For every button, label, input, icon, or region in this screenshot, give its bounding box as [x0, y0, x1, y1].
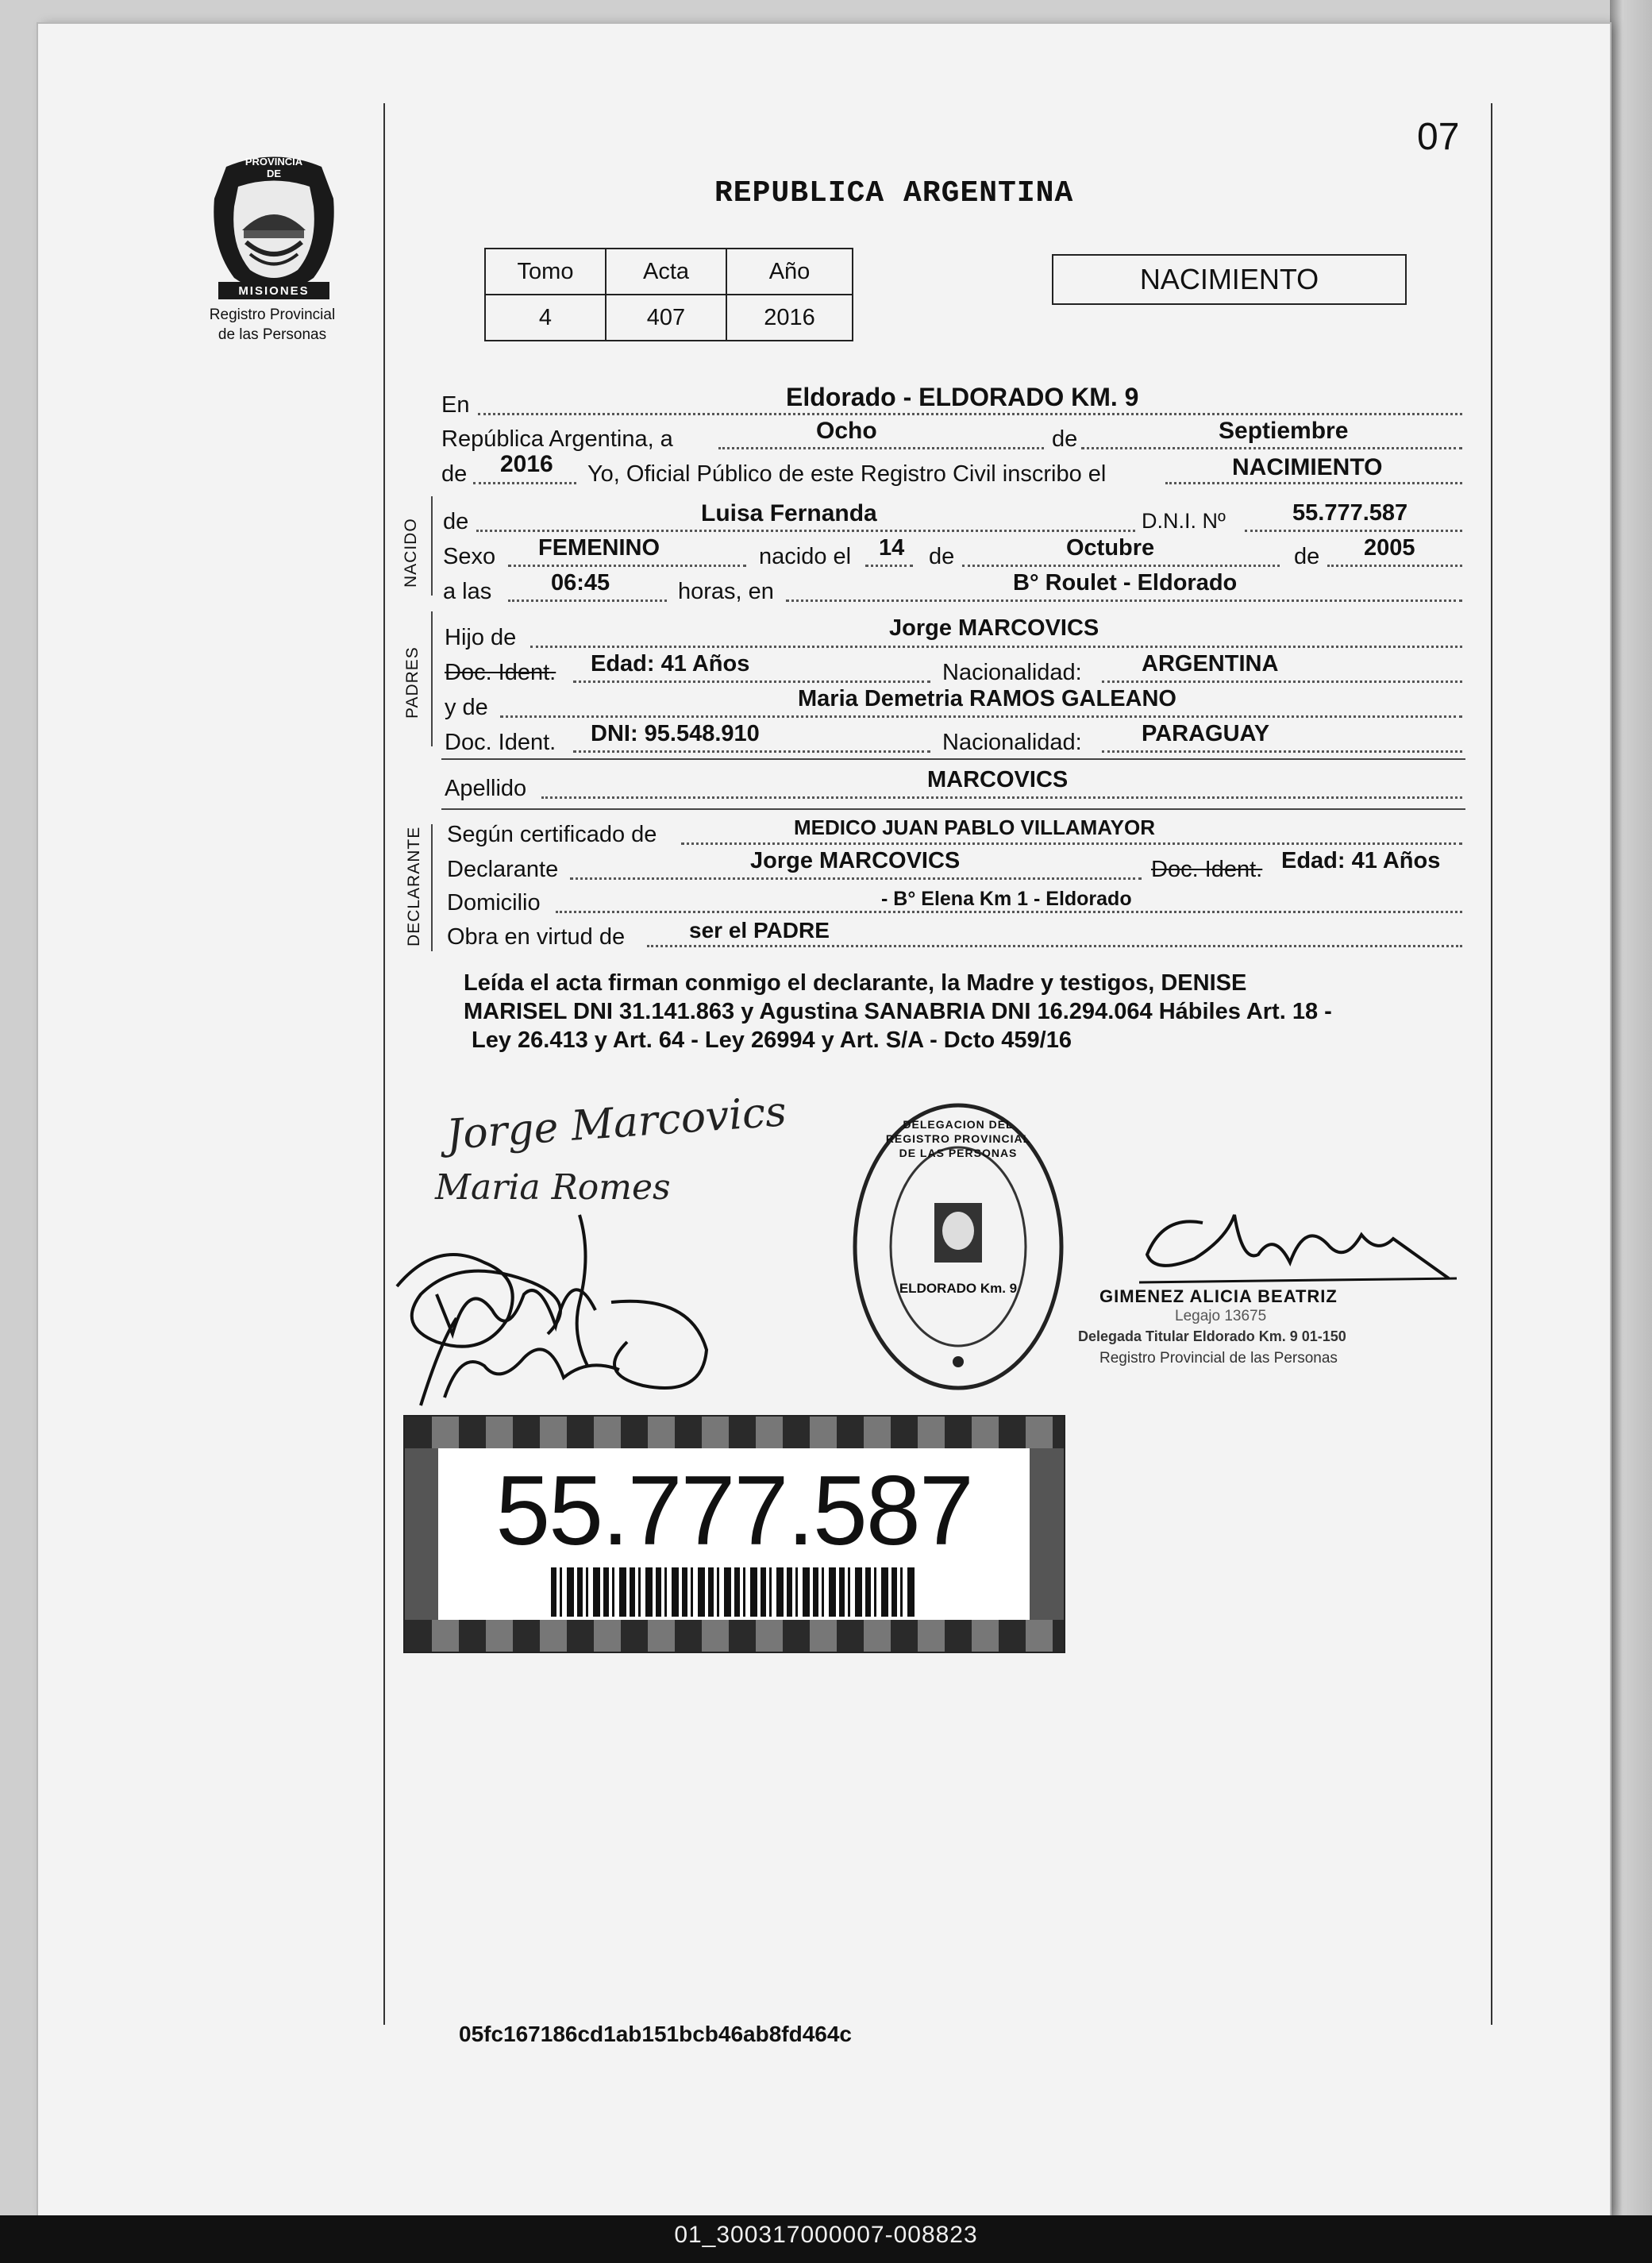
dotted-line [786, 599, 1462, 602]
tomo-acta-anio-table [484, 248, 853, 341]
logo-caption-line1: Registro Provincial [209, 306, 336, 323]
leida-line3: Ley 26.413 y Art. 64 - Ley 26994 y Art. S/A - Dcto 459/16 [472, 1027, 1072, 1053]
dotted-line [530, 646, 1462, 648]
dotted-line [865, 565, 913, 567]
acta-value: 407 [606, 295, 726, 341]
acta-header: Acta [606, 249, 726, 295]
declarante-value: Jorge MARCOVICS [750, 848, 961, 873]
dotted-line [570, 877, 1142, 880]
padre-doc-value: Edad: 41 Años [591, 651, 750, 677]
padre-value: Jorge MARCOVICS [889, 615, 1099, 641]
doc-ident-label: Doc. Ident. [1151, 857, 1263, 882]
logo-caption [193, 305, 352, 345]
section-bar [431, 496, 433, 596]
y-de-label: y de [445, 695, 488, 720]
de-label: de [1052, 426, 1078, 452]
tomo-header: Tomo [485, 249, 606, 295]
official-seal [851, 1100, 1065, 1394]
en-label: En [441, 392, 470, 418]
hijo-de-label: Hijo de [445, 625, 517, 650]
leida-line1: Leída el acta firman conmigo el declarante, la Madre y testigos, DENISE [464, 970, 1247, 996]
dotted-line [556, 911, 1462, 913]
dni-label: D.N.I. Nº [1142, 509, 1226, 533]
sexo-label: Sexo [443, 544, 496, 569]
document-hash: 05fc167186cd1ab151bcb46ab8fd464c [459, 2022, 853, 2046]
dotted-line [541, 796, 1462, 799]
anio-nac-value: 2005 [1364, 535, 1415, 561]
document-page [38, 24, 1610, 2215]
scribble-signature-icon [389, 1207, 722, 1413]
certificado-label: Según certificado de [447, 822, 657, 847]
right-margin-line [1491, 103, 1492, 2025]
nacido-section-label: NACIDO [402, 518, 420, 588]
sticker-label [438, 1448, 1030, 1620]
separator-line [441, 808, 1465, 810]
declarante-label: Declarante [447, 857, 559, 882]
doc-ident-label: Doc. Ident. [445, 660, 556, 685]
apellido-value: MARCOVICS [927, 767, 1069, 792]
page-number: 07 [1417, 116, 1460, 158]
logo-top-text: PROVINCIA DE [245, 156, 303, 179]
official-registry: Registro Provincial de las Personas [1099, 1350, 1338, 1367]
domicilio-label: Domicilio [447, 890, 541, 916]
dia-value: Ocho [816, 418, 877, 444]
witness-signatures [389, 1207, 722, 1417]
padres-section-label: PADRES [403, 646, 422, 719]
anio-value: 2016 [726, 295, 853, 341]
sticker-pattern [405, 1620, 1064, 1652]
tomo-value: 4 [485, 295, 606, 341]
yo-oficial-text: Yo, Oficial Público de este Registro Civil inscribo el [587, 461, 1107, 487]
padre-nac-value: ARGENTINA [1142, 651, 1279, 677]
sexo-value: FEMENINO [538, 535, 660, 561]
nacionalidad-label: Nacionalidad: [942, 730, 1082, 755]
country-title: REPUBLICA ARGENTINA [714, 176, 1074, 210]
sticker-pattern [405, 1417, 1064, 1448]
anio-header: Año [726, 249, 853, 295]
madre-nac-value: PARAGUAY [1142, 721, 1270, 746]
madre-doc-value: DNI: 95.548.910 [591, 721, 760, 746]
logo-bottom-text: MISIONES [238, 284, 310, 298]
sticker-number: 55.777.587 [495, 1456, 972, 1566]
dotted-line [473, 482, 576, 484]
obra-value: ser el PADRE [689, 918, 830, 943]
de-label: de [1294, 544, 1320, 569]
anio-acta-value: 2016 [500, 451, 553, 477]
dotted-line [718, 447, 1044, 449]
official-signature [1107, 1199, 1457, 1298]
dotted-line [1102, 680, 1462, 683]
dotted-line [1102, 750, 1462, 753]
dotted-line [478, 413, 1462, 415]
dotted-line [1165, 482, 1462, 484]
dia-nac-value: 14 [879, 535, 905, 561]
a-las-label: a las [443, 579, 492, 604]
document-type-box: NACIMIENTO [1052, 254, 1407, 305]
domicilio-value: - B° Elena Km 1 - Eldorado [881, 888, 1132, 910]
dotted-line [1327, 565, 1462, 567]
declarante-doc-value: Edad: 41 Años [1281, 848, 1441, 873]
lugar-nac-value: B° Roulet - Eldorado [1013, 570, 1238, 596]
official-legajo: Legajo 13675 [1175, 1308, 1267, 1324]
dni-value: 55.777.587 [1292, 500, 1408, 526]
de2-label: de [441, 461, 468, 487]
dotted-line [1081, 447, 1462, 449]
barcode [551, 1567, 918, 1617]
section-bar [431, 824, 433, 951]
mes-value: Septiembre [1219, 418, 1349, 444]
logo-caption-line2: de las Personas [218, 326, 327, 343]
dni-sticker [403, 1415, 1065, 1653]
declarante-section-label: DECLARANTE [405, 826, 423, 946]
republica-label: República Argentina, a [441, 426, 673, 452]
left-margin-line [383, 103, 385, 2025]
mes-nac-value: Octubre [1066, 535, 1155, 561]
apellido-label: Apellido [445, 776, 527, 801]
dotted-line [476, 530, 1135, 532]
dotted-line [500, 715, 1462, 718]
hora-value: 06:45 [551, 570, 610, 596]
tipo-value: NACIMIENTO [1232, 454, 1383, 480]
dotted-line [647, 945, 1462, 947]
horas-en-label: horas, en [678, 579, 774, 604]
dotted-line [508, 599, 667, 602]
seal-inner-text: ELDORADO Km. 9 [899, 1281, 1018, 1296]
nacido-el-label: nacido el [759, 544, 852, 569]
section-bar [431, 611, 433, 746]
obra-label: Obra en virtud de [447, 924, 626, 950]
certificado-value: MEDICO JUAN PABLO VILLAMAYOR [794, 815, 1156, 839]
signature-padre: Jorge Marcovics [445, 1088, 788, 1159]
official-scribble-icon [1107, 1199, 1457, 1294]
dotted-line [1245, 530, 1462, 532]
de-label: de [929, 544, 955, 569]
signature-madre: Maria Romes [435, 1167, 671, 1208]
dotted-line [681, 842, 1462, 845]
nombre-label: de [443, 509, 469, 534]
dotted-line [573, 750, 930, 753]
dotted-line [962, 565, 1280, 567]
nacionalidad-label: Nacionalidad: [942, 660, 1082, 685]
footer-code: 01_300317000007-008823 [674, 2222, 978, 2248]
province-logo [194, 151, 353, 310]
nombre-value: Luisa Fernanda [701, 500, 877, 526]
official-name: GIMENEZ ALICIA BEATRIZ [1099, 1286, 1338, 1306]
dotted-line [573, 680, 930, 683]
official-title: Delegada Titular Eldorado Km. 9 01-150 [1078, 1328, 1346, 1344]
lugar-value: Eldorado - ELDORADO KM. 9 [786, 383, 1139, 411]
dotted-line [508, 565, 746, 567]
leida-line2: MARISEL DNI 31.141.863 y Agustina SANABRIA DNI 16.294.064 Hábiles Art. 18 - [464, 999, 1332, 1024]
leida-paragraph [464, 969, 1460, 1054]
seal-ring-text: DELEGACION DEL REGISTRO PROVINCIAL DE LAS PERSONAS [885, 1118, 1031, 1159]
doc-ident-label: Doc. Ident. [445, 730, 556, 755]
madre-value: Maria Demetria RAMOS GALEANO [798, 686, 1176, 711]
page-edge [1610, 0, 1652, 2215]
separator-line [441, 758, 1465, 760]
